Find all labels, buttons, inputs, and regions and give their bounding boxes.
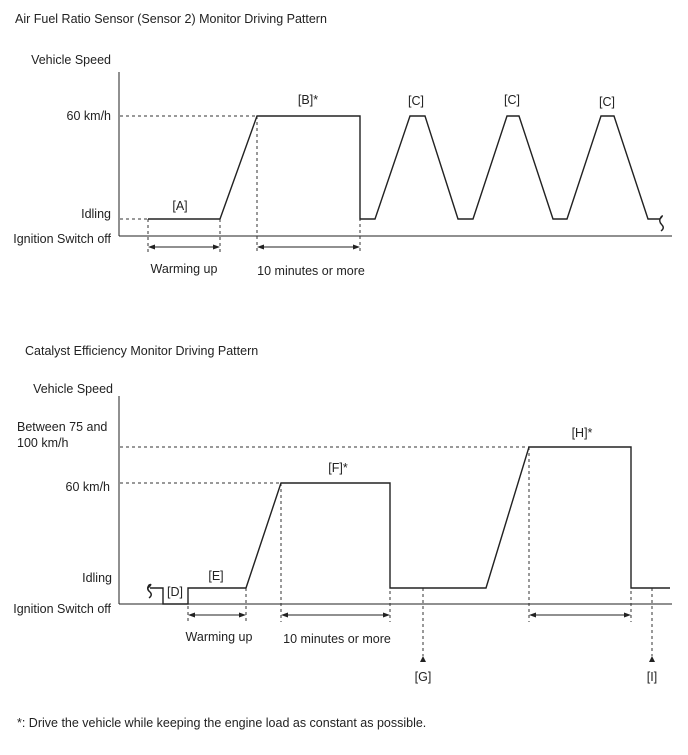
diagram1-segment-c3-label: [C]	[599, 95, 615, 109]
diagram-catalyst-efficiency	[13, 344, 672, 684]
diagram1-10min-label: 10 minutes or more	[257, 264, 365, 278]
diagram2-title: Catalyst Efficiency Monitor Driving Pattern	[25, 344, 259, 358]
diagram2-level-high-line1: Between 75 and	[17, 420, 108, 434]
diagram1-segment-b-label: [B]*	[297, 93, 319, 107]
diagram2-segment-h-label: [H]*	[571, 426, 593, 440]
diagram1-level-60: 60 km/h	[66, 109, 111, 123]
diagram2-level-idling: Idling	[82, 571, 112, 585]
diagram1-level-idling: Idling	[81, 207, 111, 221]
diagram2-marker-i-arrow	[649, 656, 655, 662]
diagram2-warming-interval-arrow	[188, 613, 246, 618]
diagram2-segment-d-label: [D]	[167, 585, 183, 599]
diagram1-break-symbol	[660, 216, 664, 231]
diagram2-warming-label: Warming up	[185, 630, 253, 644]
diagram2-break-symbol	[148, 584, 152, 598]
footnote: *: Drive the vehicle while keeping the engine load as constant as possible.	[17, 716, 427, 730]
diagram2-marker-g-arrow	[420, 656, 426, 662]
diagram1-warming-interval-arrow	[148, 245, 220, 250]
diagram2-y-axis-label: Vehicle Speed	[33, 382, 113, 396]
diagram1-segment-a-label: [A]	[172, 199, 188, 213]
diagram2-level-60: 60 km/h	[65, 480, 110, 494]
diagram2-segment-e-label: [E]	[208, 569, 224, 583]
diagram2-10min-interval-arrow	[281, 613, 390, 618]
diagram2-level-high-line2: 100 km/h	[17, 436, 69, 450]
diagram1-segment-c2-label: [C]	[504, 93, 520, 107]
diagram1-warming-label: Warming up	[150, 262, 218, 276]
diagram2-level-ignition-off: Ignition Switch off	[13, 602, 111, 616]
diagram2-speed-trace	[150, 447, 670, 604]
diagram1-speed-trace	[148, 116, 660, 219]
diagram1-10min-interval-arrow	[257, 245, 360, 250]
diagram1-segment-c1-label: [C]	[408, 94, 424, 108]
diagram1-level-ignition-off: Ignition Switch off	[13, 232, 111, 246]
diagram2-segment-f-label: [F]*	[328, 461, 348, 475]
diagram1-y-axis-label: Vehicle Speed	[31, 53, 111, 67]
diagram2-10min-label: 10 minutes or more	[283, 632, 391, 646]
diagram-afr-sensor	[13, 12, 672, 278]
diagram1-title: Air Fuel Ratio Sensor (Sensor 2) Monitor Driving Pattern	[15, 12, 327, 26]
diagram2-h-interval-arrow	[529, 613, 631, 618]
diagram2-marker-g-label: [G]	[414, 670, 432, 684]
diagram2-marker-i-label: [I]	[646, 670, 658, 684]
